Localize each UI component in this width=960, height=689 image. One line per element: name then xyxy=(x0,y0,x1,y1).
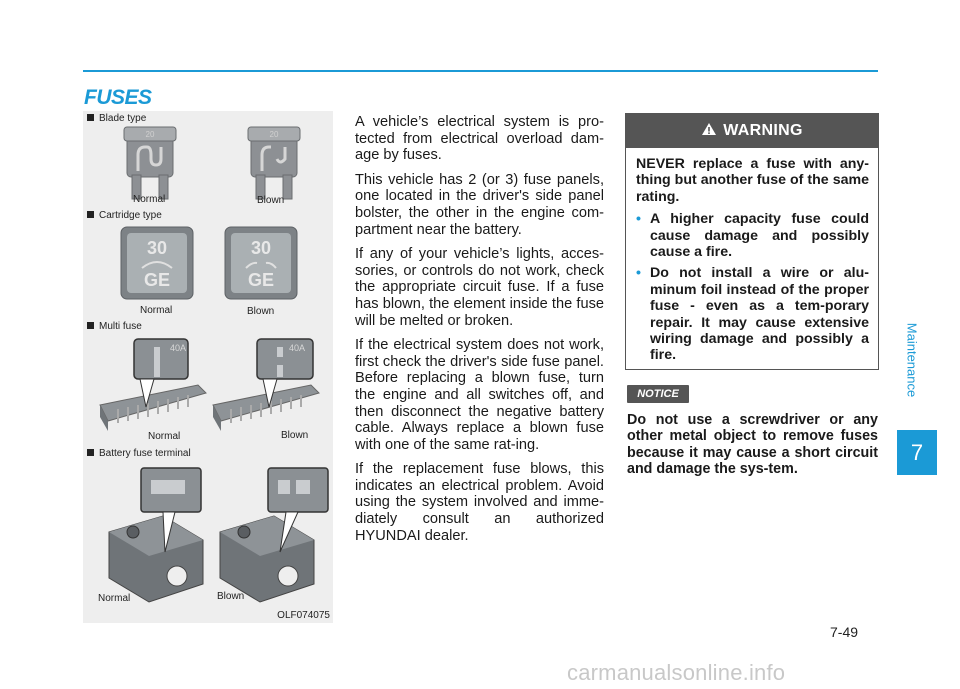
cartridge-normal-caption: Normal xyxy=(140,305,173,316)
svg-text:40A: 40A xyxy=(289,343,306,353)
svg-text:30: 30 xyxy=(250,238,272,258)
multi-fuse-label: Multi fuse xyxy=(87,321,142,332)
blade-normal-caption: Normal xyxy=(133,194,166,205)
svg-text:40A: 40A xyxy=(170,343,187,353)
body-paragraph-4: If the electrical system does not work, first check the driver's side fuse panel. Before replacing a blown fuse, turn the engine and all switches off, and then disconnect the negative battery cable. Always replace a blown fuse with one of the same rat-ing. xyxy=(355,337,604,453)
battery-fuse-blown-image xyxy=(218,466,330,606)
warning-intro: NEVER replace a fuse with any-thing but another fuse of the same rating. xyxy=(636,156,869,205)
watermark: carmanualsonline.info xyxy=(567,660,786,685)
multi-fuse-blown-image xyxy=(211,337,321,437)
cartridge-fuse-normal-image xyxy=(120,226,194,300)
blade-fuse-blown-image xyxy=(247,125,301,201)
blade-blown-caption: Blown xyxy=(257,195,285,206)
warning-bullet: • Do not install a wire or alu-minum foil instead of the proper fuse - even as a tem-porary repair. It may cause extensive wiring damage and possibly a fire. xyxy=(636,265,869,364)
chapter-tab: 7 xyxy=(897,430,937,475)
body-paragraph-3: If any of your vehicle’s lights, acces-sories, or controls do not work, check the appropriate circuit fuse. If a fuse has blown, the element inside the fuse will be melted or broken. xyxy=(355,246,604,329)
battery-normal-caption: Normal xyxy=(98,593,131,604)
warning-triangle-icon xyxy=(701,122,717,141)
svg-text:GE: GE xyxy=(247,270,275,290)
cartridge-type-label: Cartridge type xyxy=(87,210,162,221)
notice-text: Do not use a screwdriver or any other metal object to remove fuses because it may cause a short circuit and damage the sys-tem. xyxy=(627,412,878,478)
cartridge-blown-caption: Blown xyxy=(247,306,275,317)
blade-type-label: Blade type xyxy=(87,113,146,124)
svg-text:30: 30 xyxy=(146,238,168,258)
figure-code: OLF074075 xyxy=(277,610,330,621)
svg-text:20: 20 xyxy=(269,130,279,139)
top-rule xyxy=(83,70,878,72)
notice-badge: NOTICE xyxy=(627,385,689,403)
warning-bullet: • A higher capacity fuse could cause damage and possibly cause a fire. xyxy=(636,211,869,261)
battery-fuse-normal-image xyxy=(103,466,213,606)
body-paragraph-5: If the replacement fuse blows, this indicates an electrical problem. Avoid using the system involved and imme-diately consult an authorized HYUNDAI dealer. xyxy=(355,461,604,544)
multi-blown-caption: Blown xyxy=(281,430,309,441)
section-title: FUSES xyxy=(84,86,152,109)
svg-text:GE: GE xyxy=(143,270,171,290)
warning-box xyxy=(625,113,879,370)
fuse-figure xyxy=(83,111,333,623)
warning-title: WARNING xyxy=(723,122,803,139)
bullet-dot-icon: • xyxy=(636,211,641,228)
battery-blown-caption: Blown xyxy=(217,591,245,602)
multi-normal-caption: Normal xyxy=(148,431,181,442)
blade-fuse-normal-image xyxy=(123,125,177,201)
page-number: 7-49 xyxy=(830,624,859,640)
body-paragraph-2: This vehicle has 2 (or 3) fuse panels, one located in the driver's side panel bolster, the other in the engine com-partment near the battery. xyxy=(355,171,604,238)
side-tab-label: Maintenance xyxy=(904,322,920,398)
body-text xyxy=(355,114,604,552)
warning-header xyxy=(626,114,878,148)
multi-fuse-normal-image xyxy=(98,337,208,437)
body-paragraph-1: A vehicle’s electrical system is pro-tected from electrical overload dam-age by fuses. xyxy=(355,114,604,164)
battery-fuse-terminal-label: Battery fuse terminal xyxy=(87,448,191,459)
svg-text:20: 20 xyxy=(145,130,155,139)
bullet-dot-icon: • xyxy=(636,265,641,282)
cartridge-fuse-blown-image xyxy=(224,226,298,300)
